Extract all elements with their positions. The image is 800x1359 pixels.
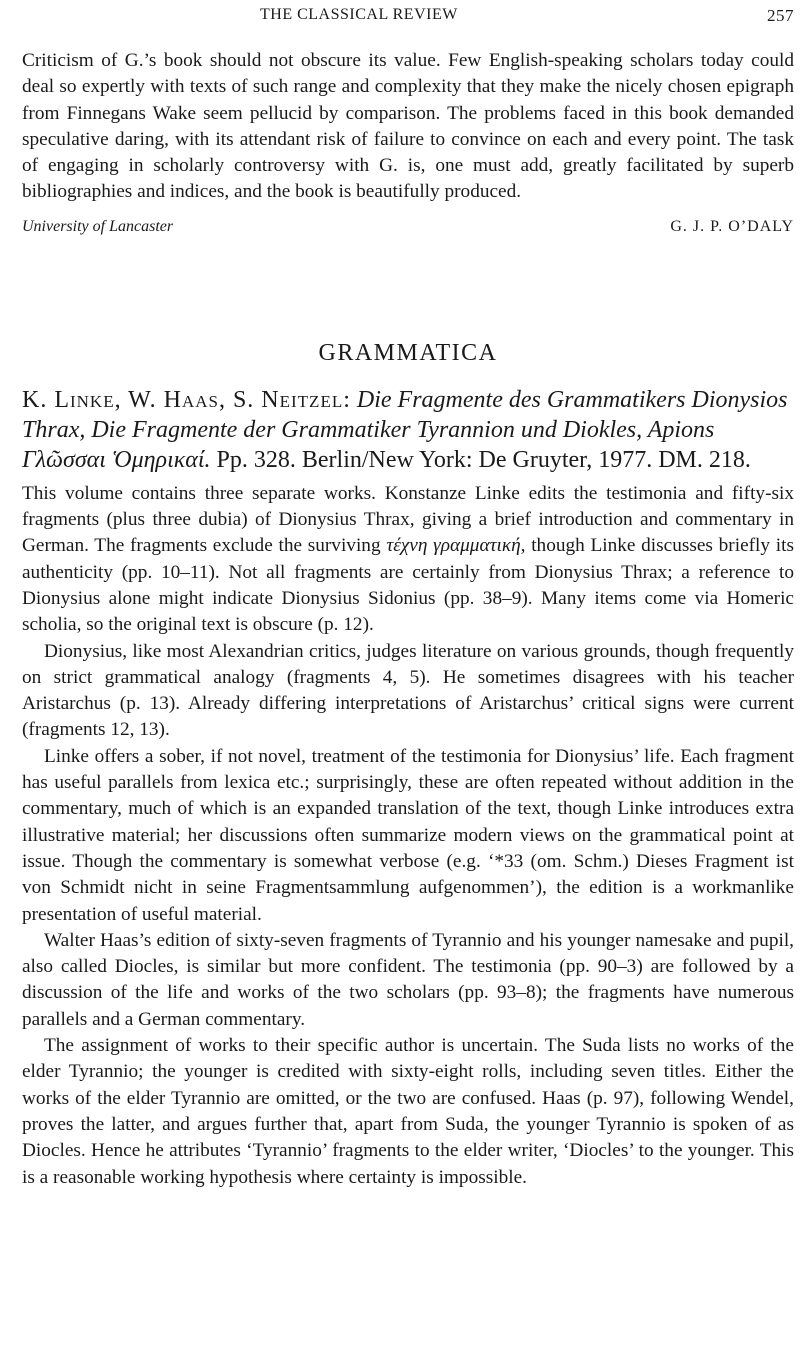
review-paragraph-1-end: though Linke discusses briefly its authenticity (pp. 10–11). Not all fragments are certainly from Dionysius Thrax; a reference to Dionysius alone might indicate Dionysius Sidonius (pp. 38–9). Many items come via Homeric scholia, so the original text is obscure (p. 12). — [22, 535, 794, 636]
journal-page — [22, 0, 794, 1191]
greek-term: τέχνη γραμματική, — [386, 535, 526, 557]
section-heading: GRAMMATICA — [318, 339, 498, 366]
running-head — [22, 4, 794, 34]
review-citation — [22, 385, 794, 475]
review-paragraph-3: Linke offers a sober, if not novel, treatment of the testimonia for Dionysius’ life. Each fragment has useful parallels from lexica etc.; surprisingly, these are often repeated without addition in the commentary, much of which is an expanded translation of the text, though Linke introduces extra illustrative material; her discussions often summarize modern views on the grammatical point at issue. Though the commentary is somewhat verbose (e.g. ‘*33 (om. Schm.) Dieses Fragment ist von Schmidt nicht in seine Fragmentsammlung aufgenommen’), the edition is a workmanlike presentation of useful material. — [22, 745, 794, 925]
review-book-title: Die Fragmente des Grammatikers Dionysios Thrax, Die Fragmente der Grammatiker Tyrannion und Diokles, Apions — [22, 386, 788, 443]
review-paragraph-4: Walter Haas’s edition of sixty-seven fragments of Tyrannio and his younger namesake and pupil, also called Diocles, is similar but more confident. The testimonia (pp. 90–3) are followed by a discussion of the life and works of the two scholars (pp. 93–8); the fragments have numerous parallels and a German commentary. — [22, 929, 794, 1030]
review-paragraph-1 — [22, 481, 794, 639]
reviewer-signoff — [22, 218, 794, 244]
page-number: 257 — [767, 6, 794, 25]
review-publication-details: Pp. 328. Berlin/New York: De Gruyter, 1977. DM. 218. — [216, 446, 751, 473]
previous-review-closing-paragraph: Criticism of G.’s book should not obscure its value. Few English-speaking scholars today could deal so expertly with texts of such range and complexity that they make the nicely chosen epigraph from Finnegans Wake seem pellucid by comparison. The problems faced in this book demanded speculative daring, with its attendant risk of failure to convince on each and every point. The task of engaging in scholarly controversy with G. is, one must add, greatly facilitated by superb bibliographies and indices, and the book is beautifully produced. — [22, 50, 794, 203]
review-authors: K. Linke, W. Haas, S. Neitzel: — [22, 386, 351, 413]
review-paragraph-5: The assignment of works to their specific author is uncertain. The Suda lists no works of the elder Tyrannio; the younger is credited with sixty-eight rolls, including seven titles. Either the works of the elder Tyrannio are omitted, or the two are confused. Haas (p. 97), following Wendel, proves the latter, and argues further that, apart from Suda, the younger Tyrannio is spoken of as Diocles. Hence he attributes ‘Tyrannio’ fragments to the elder writer, ‘Diocles’ to the younger. This is a reasonable working hypothesis where certainty is impossible. — [22, 1035, 794, 1188]
review-paragraph-1-start: This volume contains three separate works. Konstanze Linke edits the testimonia and fifty-six fragments (plus three dubia) of Dionysius Thrax, giving a brief introduction and commentary in German. The fragments exclude the surviving — [22, 482, 794, 557]
review-paragraph-2: Dionysius, like most Alexandrian critics, judges literature on various grounds, though frequently on strict grammatical analogy (fragments 4, 5). He sometimes disagrees with his teacher Aristarchus (p. 13). Already differing interpretations of Aristarchus’ critical signs were current (fragments 12, 13). — [22, 640, 794, 741]
review-greek-title: Γλῶσσαι Ὁμηρικαί. — [22, 446, 211, 473]
reviewer-institution: University of Lancaster — [22, 217, 174, 235]
reviewer-name: G. J. P. O’DALY — [670, 217, 794, 235]
running-title: THE CLASSICAL REVIEW — [260, 6, 458, 23]
